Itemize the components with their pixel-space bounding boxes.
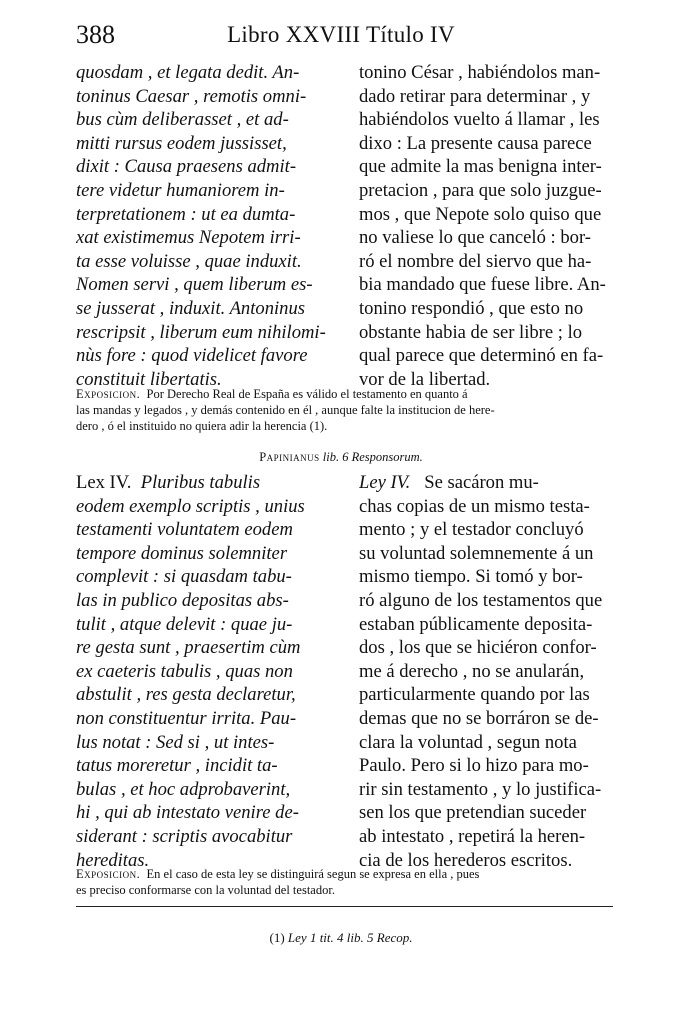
- text-line: mismo tiempo. Si tomó y bor-: [359, 566, 583, 588]
- footnote-rule: [76, 906, 613, 907]
- text-line: las in publico depositas abs-: [76, 589, 289, 611]
- text-line: tatus moreretur , incidit ta-: [76, 755, 278, 777]
- text-line: bus cùm deliberasset , et ad-: [76, 109, 289, 131]
- text-line: mitti rursus eodem jussisset,: [76, 132, 287, 154]
- exposicion-note-1: [76, 386, 613, 434]
- text-line: tonino César , habiéndolos man-: [359, 62, 601, 83]
- page-header: [0, 18, 682, 56]
- text-line: tonino respondió , que esto no: [359, 297, 584, 319]
- text-line: particularmente quando por las: [359, 684, 590, 706]
- text-line: xat existimemus Nepotem irri-: [76, 227, 301, 249]
- source-citation: [0, 450, 682, 465]
- text-line: toninus Caesar , remotis omni-: [76, 85, 307, 107]
- text-line: ta esse voluisse , quae induxit.: [76, 250, 302, 272]
- footnote-mark: (1): [269, 930, 285, 945]
- text-line: que admite la mas benigna inter-: [359, 156, 602, 178]
- text-line: rir sin testamento , y lo justifica-: [359, 778, 602, 800]
- law-opening-line: [76, 471, 344, 495]
- text-line: dixit : Causa praesens admit-: [76, 156, 297, 178]
- text-line: terpretationem : ut ea dumta-: [76, 203, 296, 225]
- text-line: ró el nombre del siervo que ha-: [359, 250, 592, 272]
- text-line: Paulo. Pero si lo hizo para mo-: [359, 755, 589, 777]
- text-line: estaban públicamente deposita-: [359, 613, 593, 635]
- law-opening-line: [359, 471, 613, 495]
- text-line: dado retirar para determinar , y: [359, 85, 591, 107]
- footnote: [0, 930, 682, 946]
- text-line: lus notat : Sed si , ut intes-: [76, 731, 275, 753]
- page-number: 388: [76, 20, 115, 49]
- running-title: Libro XXVIII Título IV: [227, 22, 455, 47]
- text-line: constituit libertatis.: [76, 368, 222, 390]
- text-line: se jusserat , induxit. Antoninus: [76, 297, 305, 319]
- exposicion-label: Exposicion.: [76, 387, 141, 401]
- exposicion-line: Por Derecho Real de España es válido el testamento en quanto á: [146, 387, 468, 401]
- text-line: hereditas.: [76, 849, 150, 871]
- exposicion-line: es preciso conformarse con la voluntad del testador.: [76, 883, 335, 897]
- text-line: me á derecho , no se anularán,: [359, 660, 585, 682]
- text-line: tulit , atque delevit : quae ju-: [76, 613, 293, 635]
- text-line: obstante habia de ser libre ; lo: [359, 321, 583, 343]
- spanish-line: Se sacáron mu-: [424, 472, 539, 493]
- text-line: demas que no se borráron se de-: [359, 707, 599, 729]
- exposicion-line: las mandas y legados , y demás contenido en él , aunque falte la institucion de here-: [76, 403, 495, 417]
- text-line: tere videtur humaniorem in-: [76, 179, 285, 201]
- source-lib: lib. 6: [322, 450, 349, 464]
- text-line: mento ; y el testador concluyó: [359, 519, 584, 541]
- text-line: ex caeteris tabulis , quas non: [76, 660, 293, 682]
- text-line: chas copias de un mismo testa-: [359, 495, 590, 517]
- text-line: dos , los que se hiciéron confor-: [359, 637, 597, 659]
- text-line: testamenti voluntatem eodem: [76, 519, 293, 541]
- text-line: hi , qui ab intestato venire de-: [76, 802, 299, 824]
- source-work: Responsorum.: [351, 450, 423, 464]
- exposicion-line: En el caso de esta ley se distinguirá segun se expresa en ella , pues: [146, 867, 480, 881]
- text-line: ab intestato , repetirá la heren-: [359, 825, 586, 847]
- text-line: cia de los herederos escritos.: [359, 849, 573, 871]
- text-line: qual parece que determinó en fa-: [359, 345, 604, 367]
- text-line: eodem exemplo scriptis , unius: [76, 495, 305, 517]
- spanish-line-group: [359, 495, 613, 873]
- text-line: su voluntad solemnemente á un: [359, 542, 594, 564]
- latin-line: Pluribus tabulis: [140, 472, 261, 493]
- text-line: clara la voluntad , segun nota: [359, 731, 577, 753]
- text-line: tempore dominus solemniter: [76, 542, 288, 564]
- text-line: Nomen servi , quem liberum es-: [76, 274, 313, 296]
- text-line: ró alguno de los testamentos que: [359, 589, 603, 611]
- text-line: nùs fore : quod videlicet favore: [76, 345, 308, 367]
- text-line: no valiese lo que canceló : bor-: [359, 227, 591, 249]
- text-line: pretacion , para que solo juzgue-: [359, 179, 602, 201]
- text-line: sen los que pretendian suceder: [359, 802, 587, 824]
- text-line: bulas , et hoc adprobaverint,: [76, 778, 291, 800]
- law-number-latin: Lex IV.: [76, 472, 132, 493]
- text-line: abstulit , res gesta declaretur,: [76, 684, 296, 706]
- text-line: non constituentur irrita. Pau-: [76, 707, 297, 729]
- latin-column-2: [76, 471, 344, 872]
- law-number-spanish: Ley IV.: [359, 472, 411, 493]
- text-line: rescripsit , liberum eum nihilomi-: [76, 321, 326, 343]
- text-line: re gesta sunt , praesertim cùm: [76, 637, 301, 659]
- latin-line-group: [76, 495, 344, 873]
- exposicion-note-2: [76, 866, 613, 898]
- text-line: bia mandado que fuese libre. An-: [359, 274, 606, 296]
- text-line: complevit : si quasdam tabu-: [76, 566, 292, 588]
- text-line: vor de la libertad.: [359, 368, 491, 390]
- latin-column-1: [76, 61, 344, 391]
- exposicion-label: Exposicion.: [76, 867, 141, 881]
- footnote-text: Ley 1 tit. 4 lib. 5 Recop.: [287, 930, 413, 945]
- source-author: Papinianus: [259, 450, 320, 464]
- text-line: quosdam , et legata dedit. An-: [76, 62, 300, 83]
- text-line: mos , que Nepote solo quiso que: [359, 203, 602, 225]
- spanish-column-2: [359, 471, 613, 872]
- text-line: habiéndolos vuelto á llamar , les: [359, 109, 600, 131]
- text-line: dixo : La presente causa parece: [359, 132, 592, 154]
- exposicion-line: dero , ó el instituido no quiera adir la herencia (1).: [76, 419, 328, 433]
- spanish-column-1: [359, 61, 613, 391]
- text-line: siderant : scriptis avocabitur: [76, 825, 293, 847]
